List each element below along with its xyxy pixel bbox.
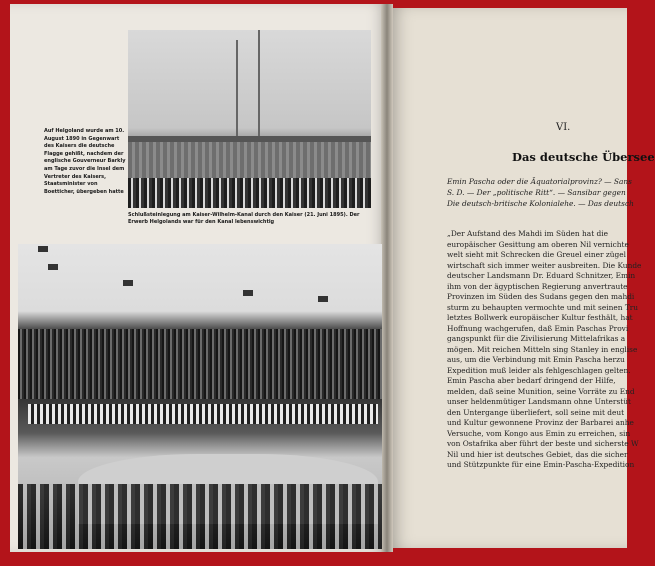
body-line: melden, daß seine Munition, seine Vorräte zu End bbox=[447, 386, 635, 396]
caption-kanal: Schlußsteinlegung am Kaiser-Wilhelm-Kanal durch den Kaiser (21. Juni 1895). Der Erwerb Helgolands war für den Kanal lebenswichtig bbox=[128, 212, 360, 226]
photo-helgoland bbox=[128, 30, 371, 208]
body-line: Expedition muß leider als fehlgeschlagen gelten. bbox=[447, 365, 631, 375]
photo-kaiser-wilhelm-kanal bbox=[18, 244, 382, 549]
body-line: deutscher Landsmann Dr. Eduard Schnitzer, Emin bbox=[447, 271, 636, 280]
body-line: gangspunkt für die Zivilisierung Mittelafrikas a bbox=[447, 334, 626, 343]
body-line: Provinzen im Süden des Sudans gegen den mahdi bbox=[447, 292, 635, 301]
summary-line: S. D. — Der „politische Ritt“. — Sansibar gegen bbox=[447, 188, 626, 197]
body-line: sturm zu behaupten vermochte und mit seinen Tru bbox=[447, 302, 639, 312]
book-spine bbox=[381, 4, 393, 552]
chapter-summary bbox=[447, 176, 634, 209]
body-line: „Der Aufstand des Mahdi im Süden hat die bbox=[447, 229, 608, 238]
chapter-number: VI. bbox=[556, 122, 571, 133]
body-line: Versuche, vom Kongo aus Emin zu erreichen, sin bbox=[447, 428, 631, 438]
body-line: und Stützpunkte für eine Emin-Pascha-Expedition bbox=[447, 460, 635, 469]
body-text bbox=[447, 229, 642, 471]
body-line: welt sieht mit Schrecken die Greuel einer zügel bbox=[447, 250, 627, 259]
body-line: wirtschaft sich immer weiter ausbreiten. Die Kunde bbox=[447, 260, 642, 270]
caption-helgoland: Auf Helgoland wurde am 10. August 1890 in Gegenwart des Kaisers die deutsche Flagge gehißt, nachdem der englische Gouverneur Barkly am Tage zuvor die Insel dem Vertreter des Kaisers, Staatsminister von Boetticher, übergeben hatte bbox=[44, 128, 126, 195]
summary-line: Die deutsch-britische Kolonialehe. — Das deutsch bbox=[447, 199, 634, 208]
body-line: und Kultur gewonnene Provinz der Barbarei anhe bbox=[447, 418, 634, 427]
body-line: aus, um die Verbindung mit Emin Pascha herzu bbox=[447, 355, 625, 364]
body-line: den Untergange überliefert, soll seine mit deut bbox=[447, 407, 625, 417]
chapter-title: Das deutsche Übersee bbox=[512, 150, 655, 164]
body-line: Emin Pascha aber bedarf dringend der Hilfe, bbox=[447, 376, 616, 385]
body-line: von Ostafrika aber führt der beste und sicherste W bbox=[447, 439, 639, 448]
body-line: letztes Bollwerk europäischer Kultur festhält, hat bbox=[447, 313, 633, 322]
summary-line: Emin Pascha oder die Äquatorialprovinz? — Sans bbox=[447, 177, 632, 186]
body-line: europäischer Gesittung am oberen Nil vernichte bbox=[447, 239, 629, 249]
body-line: unser heldenmütiger Landsmann ohne Unterstüt bbox=[447, 397, 631, 406]
body-line: ihm von der ägyptischen Regierung anvertraute bbox=[447, 281, 628, 291]
body-line: mögen. Mit reichen Mitteln sing Stanley in englise bbox=[447, 344, 638, 354]
body-line: Nil und hier ist deutsches Gebiet, das die sicher bbox=[447, 449, 628, 459]
body-line: Hoffnung wachgerufen, daß Emin Paschas Provi bbox=[447, 323, 629, 333]
